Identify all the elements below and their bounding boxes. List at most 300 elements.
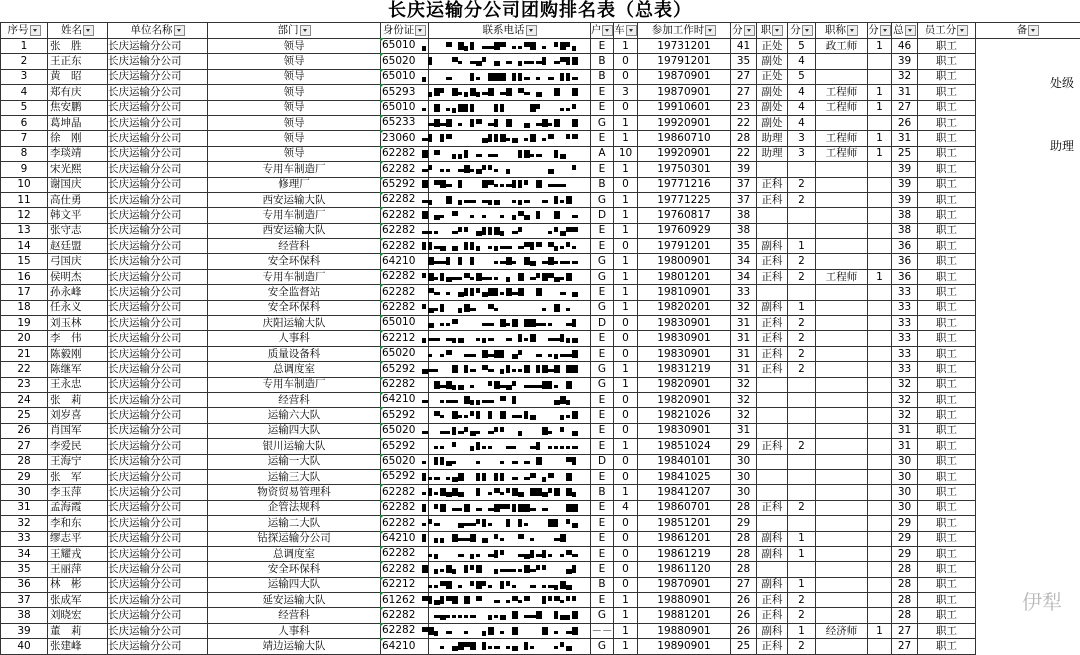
cell-seq[interactable]: 8 [1,146,48,161]
cell-id[interactable] [381,593,429,608]
cell-title[interactable]: 正科 [757,593,788,608]
cell-total[interactable]: 28 [892,562,918,577]
cell-unit[interactable]: 长庆运输分公司 [108,208,208,223]
cell-name[interactable]: 张 莉 [48,392,108,407]
table-row[interactable] [1,239,1080,254]
cell-date[interactable]: 19830901 [638,316,731,331]
cell-date[interactable]: 19890901 [638,639,731,654]
cell-unit[interactable]: 长庆运输分公司 [108,162,208,177]
cell-name[interactable]: 张建峰 [48,639,108,654]
cell-id[interactable] [381,516,429,531]
cell-dept[interactable]: 领导 [208,39,381,54]
cell-remark[interactable] [976,408,1080,423]
column-header-3[interactable] [208,23,381,39]
cell-name[interactable]: 李玉萍 [48,485,108,500]
cell-score2[interactable]: 4 [788,115,816,130]
cell-unit[interactable]: 长庆运输分公司 [108,623,208,638]
table-row[interactable] [1,408,1080,423]
cell-score1[interactable]: 32 [731,300,757,315]
cell-total[interactable]: 31 [892,131,918,146]
cell-unit[interactable]: 长庆运输分公司 [108,469,208,484]
cell-hu[interactable]: E [591,531,614,546]
cell-prof[interactable] [816,285,868,300]
cell-hu[interactable]: E [591,546,614,561]
cell-title[interactable] [757,516,788,531]
cell-dept[interactable]: 总调度室 [208,362,381,377]
cell-hu[interactable]: B [591,485,614,500]
cell-title[interactable] [757,562,788,577]
cell-seq[interactable]: 36 [1,577,48,592]
cell-hu[interactable]: G [591,192,614,207]
cell-total[interactable]: 31 [892,439,918,454]
cell-date[interactable]: 19920901 [638,146,731,161]
cell-remark[interactable] [976,623,1080,638]
cell-prof[interactable] [816,639,868,654]
cell-prof[interactable]: 政工师 [816,39,868,54]
cell-total[interactable]: 27 [892,639,918,654]
cell-date[interactable]: 19861219 [638,546,731,561]
cell-score2[interactable]: 1 [788,546,816,561]
cell-seq[interactable]: 27 [1,439,48,454]
cell-name[interactable]: 肖国军 [48,423,108,438]
cell-total[interactable]: 39 [892,192,918,207]
cell-score1[interactable]: 33 [731,285,757,300]
cell-prof[interactable] [816,392,868,407]
cell-date[interactable]: 19771216 [638,177,731,192]
cell-id[interactable] [381,454,429,469]
cell-unit[interactable]: 长庆运输分公司 [108,115,208,130]
cell-remark[interactable] [976,223,1080,238]
cell-score1[interactable]: 31 [731,423,757,438]
cell-unit[interactable]: 长庆运输分公司 [108,131,208,146]
cell-type[interactable]: 职工 [918,223,976,238]
cell-seq[interactable]: 10 [1,177,48,192]
cell-car[interactable]: 1 [614,115,638,130]
filter-dropdown-icon[interactable] [705,25,716,36]
cell-score3[interactable]: 1 [868,85,892,100]
cell-id[interactable] [381,208,429,223]
cell-score3[interactable] [868,239,892,254]
cell-unit[interactable]: 长庆运输分公司 [108,223,208,238]
cell-remark[interactable] [976,208,1080,223]
cell-score3[interactable] [868,115,892,130]
cell-hu[interactable]: G [591,115,614,130]
cell-remark[interactable] [976,531,1080,546]
cell-score3[interactable]: 1 [868,100,892,115]
cell-seq[interactable]: 18 [1,300,48,315]
column-header-14[interactable] [892,23,918,39]
cell-seq[interactable]: 5 [1,100,48,115]
cell-score3[interactable] [868,254,892,269]
cell-score3[interactable] [868,562,892,577]
cell-score1[interactable]: 26 [731,623,757,638]
cell-score1[interactable]: 34 [731,269,757,284]
cell-score1[interactable]: 30 [731,485,757,500]
cell-dept[interactable]: 延安运输大队 [208,593,381,608]
cell-date[interactable]: 19820901 [638,377,731,392]
filter-dropdown-icon[interactable] [83,25,94,36]
cell-date[interactable]: 19831219 [638,362,731,377]
cell-hu[interactable]: E [591,131,614,146]
cell-score2[interactable]: 4 [788,100,816,115]
cell-hu[interactable]: B [591,577,614,592]
cell-remark[interactable] [976,269,1080,284]
cell-dept[interactable]: 运输一大队 [208,454,381,469]
cell-seq[interactable]: 23 [1,377,48,392]
cell-remark[interactable] [976,454,1080,469]
cell-prof[interactable] [816,546,868,561]
cell-score1[interactable]: 38 [731,208,757,223]
cell-score3[interactable] [868,362,892,377]
table-row[interactable] [1,346,1080,361]
cell-car[interactable]: 1 [614,269,638,284]
cell-title[interactable] [757,408,788,423]
cell-unit[interactable]: 长庆运输分公司 [108,562,208,577]
cell-unit[interactable]: 长庆运输分公司 [108,100,208,115]
cell-score2[interactable]: 2 [788,362,816,377]
column-header-1[interactable] [48,23,108,39]
cell-type[interactable]: 职工 [918,69,976,84]
cell-score1[interactable]: 37 [731,177,757,192]
cell-name[interactable]: 黄 昭 [48,69,108,84]
cell-dept[interactable]: 人事科 [208,331,381,346]
cell-score3[interactable]: 1 [868,269,892,284]
filter-dropdown-icon[interactable] [300,25,311,36]
cell-prof[interactable]: 经济师 [816,623,868,638]
cell-type[interactable]: 职工 [918,100,976,115]
cell-title[interactable]: 助理 [757,131,788,146]
cell-score2[interactable]: 3 [788,131,816,146]
cell-score2[interactable]: 2 [788,192,816,207]
cell-hu[interactable]: E [591,423,614,438]
table-row[interactable] [1,469,1080,484]
cell-total[interactable]: 46 [892,39,918,54]
cell-prof[interactable] [816,208,868,223]
cell-hu[interactable]: G [591,300,614,315]
cell-car[interactable]: 1 [614,192,638,207]
cell-remark[interactable] [976,392,1080,407]
cell-title[interactable] [757,162,788,177]
cell-type[interactable]: 职工 [918,85,976,100]
cell-total[interactable]: 36 [892,269,918,284]
cell-name[interactable]: 刘玉林 [48,316,108,331]
cell-type[interactable]: 职工 [918,115,976,130]
cell-dept[interactable]: 西安运输大队 [208,223,381,238]
cell-score1[interactable]: 30 [731,454,757,469]
cell-type[interactable]: 职工 [918,546,976,561]
cell-id[interactable] [381,577,429,592]
cell-score2[interactable]: 2 [788,177,816,192]
cell-id[interactable] [381,408,429,423]
cell-id[interactable] [381,254,429,269]
cell-prof[interactable] [816,300,868,315]
cell-seq[interactable]: 30 [1,485,48,500]
cell-date[interactable]: 19760929 [638,223,731,238]
cell-hu[interactable]: B [591,177,614,192]
cell-date[interactable]: 19920901 [638,115,731,130]
cell-hu[interactable]: E [591,39,614,54]
cell-type[interactable]: 职工 [918,623,976,638]
cell-car[interactable]: 10 [614,146,638,161]
cell-car[interactable]: 1 [614,377,638,392]
cell-score3[interactable] [868,316,892,331]
cell-name[interactable]: 孙永峰 [48,285,108,300]
cell-car[interactable]: 4 [614,500,638,515]
cell-total[interactable]: 38 [892,208,918,223]
cell-id[interactable] [381,316,429,331]
column-header-13[interactable] [868,23,892,39]
cell-name[interactable]: 弓国庆 [48,254,108,269]
table-row[interactable] [1,269,1080,284]
cell-title[interactable]: 正科 [757,500,788,515]
cell-type[interactable]: 职工 [918,454,976,469]
cell-unit[interactable]: 长庆运输分公司 [108,362,208,377]
cell-prof[interactable]: 工程师 [816,100,868,115]
cell-prof[interactable] [816,223,868,238]
cell-remark[interactable] [976,331,1080,346]
cell-type[interactable]: 职工 [918,346,976,361]
cell-total[interactable]: 33 [892,346,918,361]
cell-id[interactable] [381,285,429,300]
cell-hu[interactable]: G [591,377,614,392]
cell-prof[interactable] [816,331,868,346]
cell-car[interactable]: 1 [614,300,638,315]
cell-total[interactable]: 29 [892,531,918,546]
cell-id[interactable] [381,469,429,484]
cell-dept[interactable]: 安全监督站 [208,285,381,300]
table-row[interactable] [1,500,1080,515]
cell-hu[interactable]: E [591,516,614,531]
cell-name[interactable]: 刘晓宏 [48,608,108,623]
cell-date[interactable]: 19861201 [638,531,731,546]
cell-prof[interactable] [816,531,868,546]
cell-car[interactable]: 1 [614,162,638,177]
cell-score3[interactable] [868,300,892,315]
cell-score2[interactable]: 5 [788,69,816,84]
cell-score3[interactable]: 1 [868,146,892,161]
cell-type[interactable]: 职工 [918,300,976,315]
cell-id[interactable] [381,85,429,100]
cell-score1[interactable]: 22 [731,115,757,130]
cell-type[interactable]: 职工 [918,608,976,623]
cell-dept[interactable]: 安全环保科 [208,300,381,315]
cell-title[interactable]: 副处 [757,100,788,115]
cell-id[interactable] [381,131,429,146]
cell-name[interactable]: 孟海霞 [48,500,108,515]
cell-score3[interactable] [868,192,892,207]
cell-total[interactable]: 32 [892,377,918,392]
cell-remark[interactable] [976,639,1080,654]
cell-type[interactable]: 职工 [918,562,976,577]
cell-prof[interactable] [816,439,868,454]
cell-unit[interactable]: 长庆运输分公司 [108,454,208,469]
cell-unit[interactable]: 长庆运输分公司 [108,439,208,454]
cell-total[interactable]: 28 [892,608,918,623]
cell-hu[interactable]: D [591,316,614,331]
cell-title[interactable]: 副处 [757,85,788,100]
cell-type[interactable]: 职工 [918,500,976,515]
filter-dropdown-icon[interactable] [905,25,916,36]
cell-prof[interactable]: 工程师 [816,269,868,284]
cell-id[interactable] [381,423,429,438]
cell-seq[interactable]: 22 [1,362,48,377]
cell-hu[interactable]: E [591,223,614,238]
cell-id[interactable] [381,269,429,284]
cell-score1[interactable]: 30 [731,469,757,484]
cell-title[interactable] [757,285,788,300]
cell-title[interactable]: 副科 [757,531,788,546]
cell-dept[interactable]: 企管法规科 [208,500,381,515]
cell-score2[interactable]: 1 [788,239,816,254]
cell-type[interactable]: 职工 [918,593,976,608]
cell-score2[interactable]: 2 [788,500,816,515]
cell-remark[interactable] [976,254,1080,269]
table-row[interactable] [1,100,1080,115]
cell-remark[interactable] [976,239,1080,254]
cell-score2[interactable]: 2 [788,593,816,608]
cell-score3[interactable]: 1 [868,131,892,146]
table-row[interactable] [1,54,1080,69]
column-header-10[interactable] [757,23,788,39]
cell-hu[interactable]: E [591,562,614,577]
column-header-2[interactable] [108,23,208,39]
cell-id[interactable] [381,362,429,377]
cell-car[interactable]: 0 [614,546,638,561]
cell-remark[interactable] [976,546,1080,561]
cell-score2[interactable]: 2 [788,346,816,361]
cell-name[interactable]: 刘岁喜 [48,408,108,423]
cell-date[interactable]: 19791201 [638,54,731,69]
cell-unit[interactable]: 长庆运输分公司 [108,85,208,100]
cell-score2[interactable]: 2 [788,316,816,331]
cell-score1[interactable]: 29 [731,439,757,454]
cell-name[interactable]: 王丽萍 [48,562,108,577]
cell-date[interactable]: 19851024 [638,439,731,454]
filter-dropdown-icon[interactable] [602,25,613,36]
cell-prof[interactable] [816,454,868,469]
cell-type[interactable]: 职工 [918,208,976,223]
cell-remark[interactable] [976,285,1080,300]
cell-total[interactable]: 33 [892,362,918,377]
cell-name[interactable]: 张 胜 [48,39,108,54]
cell-seq[interactable]: 33 [1,531,48,546]
cell-unit[interactable]: 长庆运输分公司 [108,577,208,592]
cell-seq[interactable]: 12 [1,208,48,223]
cell-dept[interactable]: 修理厂 [208,177,381,192]
table-row[interactable] [1,362,1080,377]
cell-hu[interactable]: E [591,593,614,608]
cell-car[interactable]: 1 [614,362,638,377]
cell-score1[interactable]: 41 [731,39,757,54]
cell-name[interactable]: 侯明杰 [48,269,108,284]
cell-type[interactable]: 职工 [918,639,976,654]
cell-score1[interactable]: 35 [731,239,757,254]
table-row[interactable] [1,577,1080,592]
cell-score3[interactable] [868,408,892,423]
cell-score2[interactable]: 2 [788,639,816,654]
cell-seq[interactable]: 26 [1,423,48,438]
cell-prof[interactable]: 工程师 [816,85,868,100]
cell-title[interactable]: 正科 [757,254,788,269]
cell-hu[interactable]: E [591,85,614,100]
cell-name[interactable]: 任永义 [48,300,108,315]
cell-remark[interactable] [976,362,1080,377]
cell-score1[interactable]: 32 [731,392,757,407]
cell-dept[interactable]: 西安运输大队 [208,192,381,207]
cell-hu[interactable]: G [591,608,614,623]
cell-score1[interactable]: 29 [731,516,757,531]
cell-prof[interactable] [816,516,868,531]
cell-prof[interactable] [816,577,868,592]
cell-score2[interactable]: 2 [788,269,816,284]
cell-score1[interactable]: 31 [731,346,757,361]
cell-total[interactable]: 30 [892,485,918,500]
cell-hu[interactable]: E [591,346,614,361]
cell-seq[interactable]: 19 [1,316,48,331]
cell-date[interactable]: 19870901 [638,85,731,100]
cell-type[interactable]: 职工 [918,162,976,177]
cell-date[interactable]: 19771225 [638,192,731,207]
cell-dept[interactable]: 领导 [208,131,381,146]
cell-seq[interactable]: 3 [1,69,48,84]
cell-title[interactable] [757,377,788,392]
cell-total[interactable]: 26 [892,115,918,130]
cell-score3[interactable] [868,485,892,500]
cell-prof[interactable] [816,177,868,192]
cell-name[interactable]: 王海宁 [48,454,108,469]
cell-car[interactable]: 0 [614,100,638,115]
cell-id[interactable] [381,608,429,623]
cell-id[interactable] [381,239,429,254]
cell-title[interactable]: 正科 [757,639,788,654]
cell-date[interactable]: 19821026 [638,408,731,423]
cell-car[interactable]: 0 [614,331,638,346]
cell-score2[interactable]: 4 [788,85,816,100]
cell-total[interactable]: 39 [892,162,918,177]
cell-unit[interactable]: 长庆运输分公司 [108,146,208,161]
cell-name[interactable]: 王正东 [48,54,108,69]
cell-score3[interactable] [868,423,892,438]
cell-dept[interactable]: 领导 [208,146,381,161]
cell-id[interactable] [381,223,429,238]
table-row[interactable] [1,516,1080,531]
cell-title[interactable]: 副科 [757,577,788,592]
cell-unit[interactable]: 长庆运输分公司 [108,54,208,69]
cell-car[interactable]: 1 [614,131,638,146]
cell-dept[interactable]: 质量设备科 [208,346,381,361]
cell-score1[interactable]: 35 [731,54,757,69]
cell-name[interactable]: 韩文平 [48,208,108,223]
cell-unit[interactable]: 长庆运输分公司 [108,485,208,500]
filter-dropdown-icon[interactable] [744,25,755,36]
cell-total[interactable]: 31 [892,85,918,100]
cell-car[interactable]: 0 [614,346,638,361]
cell-remark[interactable] [976,39,1080,54]
cell-date[interactable]: 19750301 [638,162,731,177]
table-row[interactable] [1,546,1080,561]
cell-score3[interactable] [868,208,892,223]
cell-title[interactable]: 正科 [757,608,788,623]
cell-car[interactable]: 0 [614,239,638,254]
cell-date[interactable]: 19791201 [638,239,731,254]
cell-dept[interactable]: 领导 [208,100,381,115]
cell-total[interactable]: 27 [892,100,918,115]
cell-car[interactable]: 0 [614,392,638,407]
cell-score2[interactable]: 2 [788,331,816,346]
cell-seq[interactable]: 6 [1,115,48,130]
cell-hu[interactable]: E [591,469,614,484]
cell-id[interactable] [381,192,429,207]
